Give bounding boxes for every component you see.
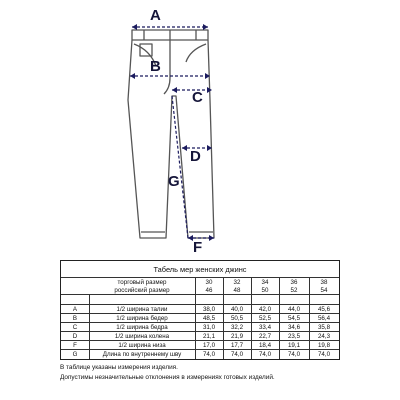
note-line: Допустимы незначительные отклонения в измерениях готовых изделий.: [60, 373, 275, 381]
row-label: Длина по внутреннему шву: [102, 351, 182, 358]
measure-code: B: [72, 315, 78, 322]
label-a: A: [150, 7, 161, 24]
measure-value: 19,1: [287, 342, 301, 349]
arrowhead: [203, 24, 208, 30]
row-label: 1/2 ширина талии: [116, 306, 168, 313]
arrowhead: [182, 145, 187, 151]
jeans-outline: [128, 30, 214, 238]
measure-value: 17,7: [230, 342, 244, 349]
measure-value: 38,0: [202, 306, 216, 313]
measure-code: C: [72, 324, 78, 331]
arrowhead: [130, 73, 135, 79]
measurement-lines: [130, 27, 214, 238]
measure-value: 22,7: [258, 333, 272, 340]
measure-value: 54,5: [287, 315, 301, 322]
size-table: [60, 260, 340, 360]
row-label: 1/2 ширина колена: [114, 333, 170, 340]
arrowhead: [172, 87, 177, 93]
row-label: 1/2 ширина бедра: [116, 324, 168, 331]
measure-code: F: [73, 342, 77, 349]
measure-code: G: [72, 351, 78, 358]
measure-value: 74,0: [230, 351, 244, 358]
arrowhead: [209, 235, 214, 241]
row-label: 1/2 ширина низа: [118, 342, 166, 349]
label-g: G: [168, 173, 180, 190]
measure-value: 18,4: [258, 342, 272, 349]
measure-value: 19,8: [317, 342, 331, 349]
measure-value: 40,0: [230, 306, 244, 313]
label-d: D: [190, 148, 201, 165]
size-value: 50: [261, 287, 269, 294]
arrowhead: [132, 24, 137, 30]
measure-value: 32,2: [230, 324, 244, 331]
note-line: В таблице указаны измерения изделия.: [60, 364, 178, 371]
measure-value: 45,6: [317, 306, 331, 313]
measure-value: 52,5: [258, 315, 272, 322]
row-label: торговый размер: [117, 279, 167, 286]
label-c: C: [192, 89, 203, 106]
measure-value: 17,0: [202, 342, 216, 349]
measure-value: 74,0: [317, 351, 331, 358]
size-value: 52: [290, 287, 298, 294]
size-value: 36: [290, 279, 298, 286]
row-label: российский размер: [114, 287, 170, 294]
size-value: 48: [233, 287, 241, 294]
measure-value: 50,5: [230, 315, 244, 322]
row-label: 1/2 ширина бедер: [116, 315, 168, 322]
measure-value: 56,4: [317, 315, 331, 322]
measure-value: 74,0: [258, 351, 272, 358]
measure-value: 24,3: [317, 333, 331, 340]
measure-value: 35,8: [317, 324, 331, 331]
notes: [60, 363, 360, 382]
label-f: F: [193, 239, 203, 255]
measure-value: 23,5: [287, 333, 301, 340]
size-value: 32: [233, 279, 241, 286]
measure-value: 74,0: [202, 351, 216, 358]
size-value: 38: [320, 279, 328, 286]
measure-value: 42,0: [258, 306, 272, 313]
table-title: Табель мер женских джинс: [153, 265, 247, 274]
measure-value: 21,1: [202, 333, 216, 340]
measure-value: 44,0: [287, 306, 301, 313]
measure-value: 33,4: [258, 324, 272, 331]
size-value: 46: [205, 287, 213, 294]
measure-value: 48,5: [202, 315, 216, 322]
measure-value: 21,9: [230, 333, 244, 340]
measure-value: 31,0: [202, 324, 216, 331]
label-b: B: [150, 58, 161, 75]
size-value: 54: [320, 287, 328, 294]
size-value: 30: [205, 279, 213, 286]
measure-value: 34,6: [287, 324, 301, 331]
size-value: 34: [261, 279, 269, 286]
measure-code: A: [72, 306, 78, 313]
measure-code: D: [72, 333, 78, 340]
measure-line-g: [172, 96, 188, 238]
measure-value: 74,0: [287, 351, 301, 358]
